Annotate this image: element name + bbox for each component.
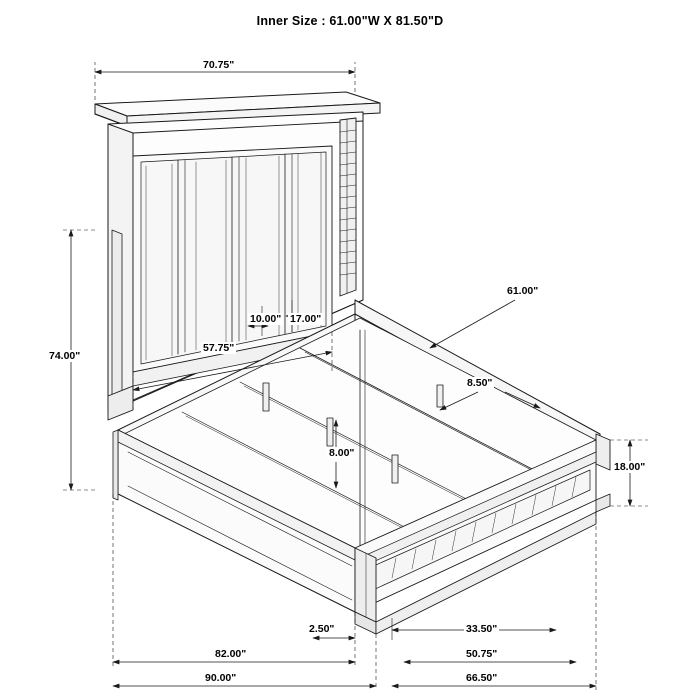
page-title: Inner Size : 61.00"W X 81.50"D: [256, 14, 444, 28]
dim-panel-width: 17.00": [290, 313, 322, 325]
dim-slat-height: 8.00": [329, 447, 355, 459]
dim-mattress-width: 61.00": [507, 285, 539, 297]
dim-overall-depth: 66.50": [466, 672, 498, 684]
dim-side-rail-length: 82.00": [215, 648, 247, 660]
dim-foot-diagonal: 50.75": [466, 648, 498, 660]
dim-overall-height: 74.00": [49, 350, 81, 362]
dim-headboard-inner: 57.75": [203, 342, 235, 354]
dim-overall-length: 90.00": [205, 672, 237, 684]
dim-top-width: 70.75": [203, 59, 235, 71]
dim-panel-height: 10.00": [250, 313, 282, 325]
dim-foot-offset: 2.50": [309, 623, 335, 635]
dim-footboard-height: 18.00": [614, 461, 646, 473]
dim-rail-depth: 8.50": [467, 377, 493, 389]
dim-footboard-inner: 33.50": [466, 623, 498, 635]
